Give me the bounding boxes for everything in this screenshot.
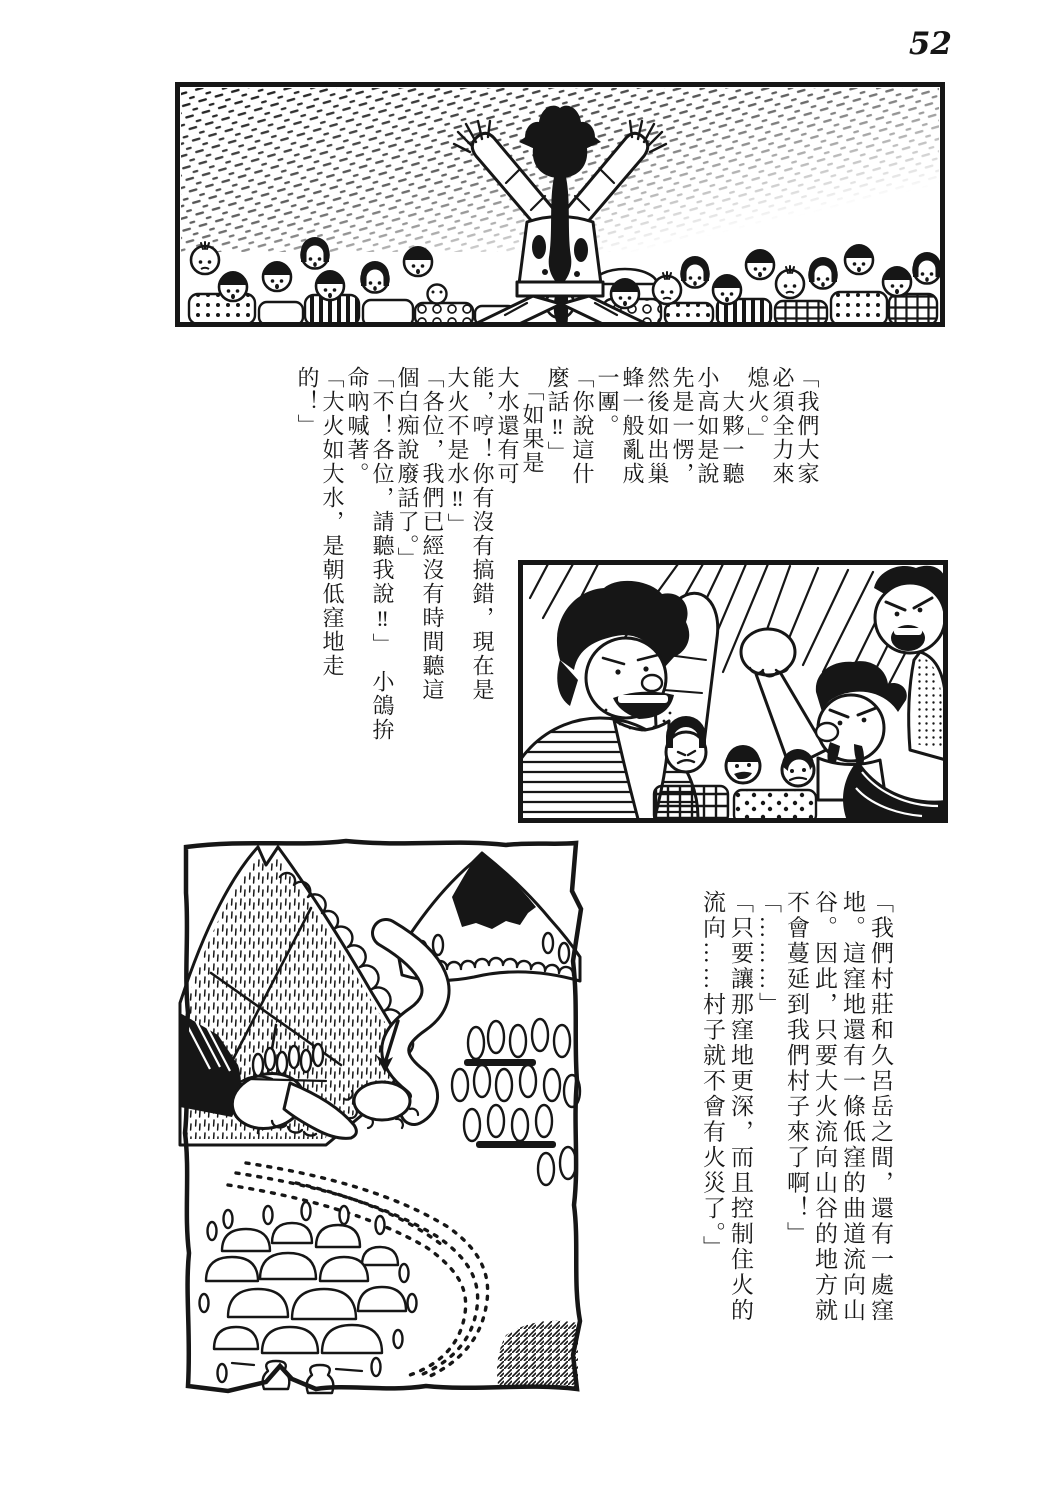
dialogue-column: 一團。: [595, 366, 620, 438]
villager-head: [845, 244, 873, 274]
villager-head: [653, 272, 681, 304]
dialogue-column: 大夥一聽: [720, 366, 745, 486]
dialogue-column: 「各位，我們已經沒有時間聽這: [420, 366, 445, 702]
dark-arm: [843, 760, 946, 823]
dialogue-column: 「大火如大水，是朝低窪地走: [320, 366, 345, 678]
panel-angry-villagers: [518, 560, 948, 823]
dialogue-column: 不會蔓延到我們村子來了啊！」: [784, 890, 809, 1247]
grass-patch: [497, 1321, 578, 1389]
dialogue-column: 必須全力來: [770, 366, 795, 486]
dialogue-column: 大水還有可: [495, 366, 520, 486]
villager-head: [316, 270, 344, 300]
dialogue-column: 小高如是說: [695, 366, 720, 486]
dialogue-column: 「只要讓那窪地更深，而且控制住火的: [728, 890, 753, 1324]
villager-head: [776, 266, 804, 298]
dialogue-column: 命吶喊著。: [345, 366, 370, 486]
villager-head: [746, 249, 774, 279]
dialogue-column: 流向……村子就不會有火災了。」: [700, 890, 725, 1261]
raised-fist: [741, 629, 826, 768]
villager-head: [713, 274, 741, 304]
baby-head: [428, 285, 447, 304]
villager-head: [611, 278, 639, 308]
dialogue-block-bottom: [698, 890, 894, 1360]
villager-head: [681, 256, 709, 288]
panel-valley-map: [176, 833, 586, 1399]
villager-head: [404, 246, 432, 276]
dialogue-column: 「你說這什: [570, 366, 595, 486]
dialogue-column: 個白痴說廢話了。」: [395, 366, 420, 571]
villager-head: [301, 237, 329, 269]
villager-head: [883, 266, 911, 296]
dialogue-column: 先是一愣，: [670, 366, 695, 486]
dialogue-column: 「如果是: [520, 366, 545, 475]
dialogue-column: 「我們大家: [795, 366, 820, 486]
dialogue-column: 麼話‼」: [545, 366, 570, 465]
dialogue-column: 地。這窪地還有一條低窪的曲道流向山: [840, 890, 865, 1324]
dialogue-column: 谷。因此，只要大火流向山谷的地方就: [812, 890, 837, 1324]
villager-head: [219, 271, 247, 301]
villager-head: [263, 261, 291, 291]
villager-head: [913, 252, 941, 284]
dialogue-column: 「不！各位，請聽我說‼」 小鴿拚: [370, 366, 395, 742]
page-number: 52: [908, 26, 952, 62]
villager-head: [809, 257, 837, 289]
dialogue-column: 能，哼！你有沒有搞錯，現在是: [470, 366, 495, 702]
dialogue-column: 的！」: [295, 366, 320, 438]
dialogue-column: 然後如出巢: [645, 366, 670, 486]
panel-crowd-art: [175, 82, 945, 327]
dialogue-column: 蜂一般亂成: [620, 366, 645, 486]
panel-valley-art: [176, 833, 586, 1399]
village-huts: [200, 1202, 417, 1393]
villager-head: [361, 261, 389, 293]
tree-cluster-right: [452, 1019, 580, 1185]
panel-speaker-and-crowd: [175, 82, 945, 327]
panel-protest-art: [518, 560, 948, 823]
dialogue-column: 「我們村莊和久呂岳之間，還有一處窪: [868, 890, 893, 1324]
dialogue-column: 熄火。」: [745, 366, 770, 451]
dialogue-column: 大火不是水‼」: [445, 366, 470, 537]
dialogue-column: 「………」: [756, 890, 781, 1018]
